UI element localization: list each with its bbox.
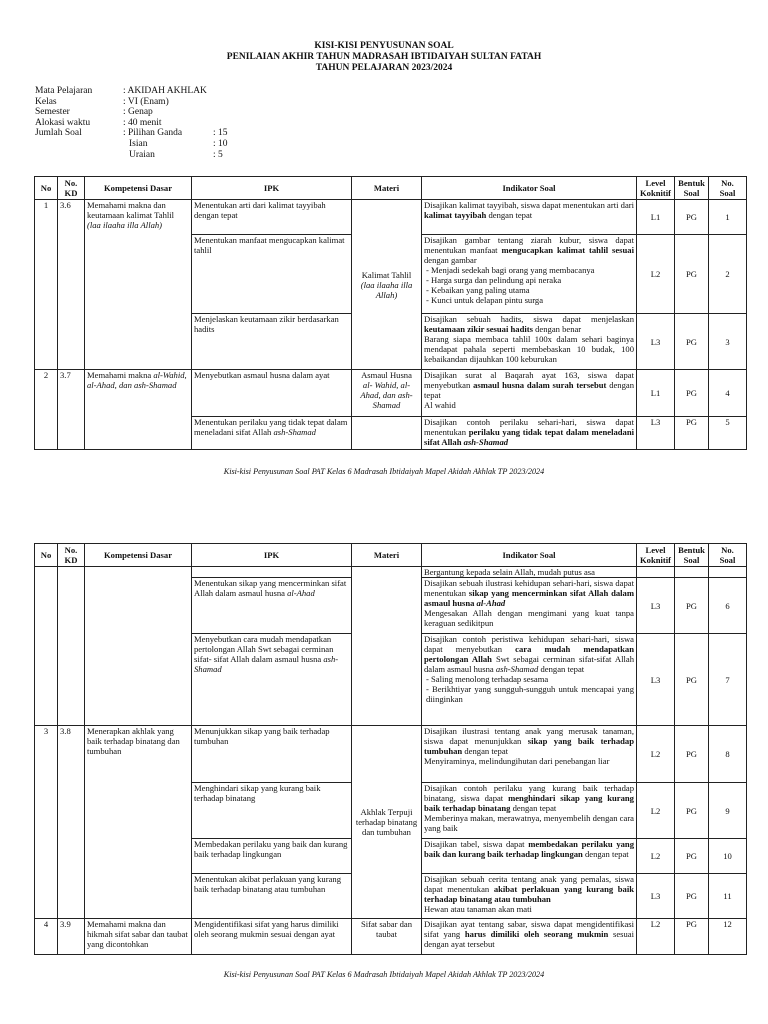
cell-nosoal: 5 [709, 417, 747, 450]
cell-nosoal: 1 [709, 200, 747, 235]
table-row [35, 919, 747, 955]
cell-kdno: 3.9 [58, 919, 85, 955]
kisi-table-page2 [34, 543, 747, 955]
cell-ipk: Mengidentifikasi sifat yang harus dimiliki oleh seorang mukmin sesuai dengan ayat [192, 919, 352, 955]
cell-nosoal: 6 [709, 578, 747, 634]
col-ipk: IPK [192, 177, 352, 200]
cell-ipk: Menghindari sikap yang kurang baik terhadap binatang [192, 783, 352, 839]
cell-bentuk: PG [675, 874, 709, 919]
cell-kd: Memahami makna al-Wahid, al-Ahad, dan ash-Shamad [85, 370, 192, 450]
info-block [35, 86, 228, 160]
cell-no: 2 [35, 370, 58, 450]
cell-ipk: Menentukan sikap yang mencerminkan sifat Allah dalam asmaul husna al-Ahad [192, 578, 352, 634]
cell-indikator: Disajikan contoh perilaku yang kurang baik terhadap binatang, siswa dapat menghindari sikap yang kurang baik terhadap binatang dengan tepat Memberinya makan, merawatnya, menyembelih dengan cara yang baik [422, 783, 637, 839]
cell-level: L2 [637, 919, 675, 955]
cell-no: 3 [35, 726, 58, 919]
cell-bentuk: PG [675, 578, 709, 634]
table-row [35, 567, 747, 578]
cell-bentuk: PG [675, 235, 709, 314]
cell-kdno: 3.8 [58, 726, 85, 919]
page-footer: Kisi-kisi Penyusunan Soal PAT Kelas 6 Madrasah Ibtidaiyah Mapel Akidah Akhlak TP 2023/2024 [223, 467, 545, 476]
cell-bentuk: PG [675, 634, 709, 726]
cell-ipk: Membedakan perilaku yang baik dan kurang baik terhadap lingkungan [192, 839, 352, 874]
info-label: Mata Pelajaran [35, 86, 93, 96]
cell-indikator: Disajikan surat al Baqarah ayat 163, siswa dapat menyebutkan asmaul husna dalam surah tersebut dengan tepat Al wahid [422, 370, 637, 417]
cell-level: L3 [637, 578, 675, 634]
cell-kdno: 3.7 [58, 370, 85, 450]
cell-bentuk: PG [675, 370, 709, 417]
col-indikator: Indikator Soal [422, 544, 637, 567]
cell-level: L1 [637, 370, 675, 417]
cell-indikator: Disajikan contoh peristiwa kehidupan sehari-hari, siswa dapat menyebutkan cara mudah mendapatkan pertolongan Allah Swt sebagai cerminan sifat-sifat Allah dalam asmaul husna ash-Shamad dengan tepat - Saling menolong terhadap sesama - Berikhtiyar yang sungguh-sungguh untuk mencapai yang diinginkan [422, 634, 637, 726]
info-count: : 10 [213, 138, 228, 149]
table-row [35, 200, 747, 235]
list-item: - Saling menolong terhadap sesama [424, 674, 634, 684]
cell-bentuk: PG [675, 919, 709, 955]
cell-kdno: 3.6 [58, 200, 85, 370]
info-value: : Genap [123, 107, 153, 118]
table-row [35, 726, 747, 783]
info-count: : 5 [213, 149, 223, 160]
list-item: - Harga surga dan pelindung api neraka [424, 275, 634, 285]
col-indikator: Indikator Soal [422, 177, 637, 200]
col-bentuk: Bentuk Soal [675, 544, 709, 567]
cell-materi: Sifat sabar dan taubat [352, 919, 422, 955]
info-label: Jumlah Soal [35, 128, 82, 139]
col-ipk: IPK [192, 544, 352, 567]
cell-ipk: Menentukan perilaku yang tidak tepat dalam meneladani sifat Allah ash-Shamad [192, 417, 352, 450]
cell-level: L2 [637, 726, 675, 783]
cell-materi [352, 417, 422, 450]
page-footer: Kisi-kisi Penyusunan Soal PAT Kelas 6 Madrasah Ibtidaiyah Mapel Akidah Akhlak TP 2023/2024 [223, 970, 545, 979]
info-label: Semester [35, 107, 70, 118]
cell-indikator: Disajikan ayat tentang sabar, siswa dapat mengidentifikasi sifat yang harus dimiliki oleh seorang mukmin sesuai dengan ayat tersebut [422, 919, 637, 955]
cell-ipk: Menyebutkan cara mudah mendapatkan pertolongan Allah Swt sebagai cerminan sifat- sifat Allah dalam asmaul husna ash-Shamad [192, 634, 352, 726]
cell-level: L2 [637, 235, 675, 314]
col-nokd: No. KD [58, 544, 85, 567]
doc-year: TAHUN PELAJARAN 2023/2024 [315, 63, 453, 73]
col-level: Level Koknitif [637, 544, 675, 567]
cell-nosoal: 9 [709, 783, 747, 839]
cell-indikator: Disajikan tabel, siswa dapat membedakan perilaku yang baik dan kurang baik terhadap lingkungan dengan tepat [422, 839, 637, 874]
col-kd: Kompetensi Dasar [85, 177, 192, 200]
col-bentuk: Bentuk Soal [675, 177, 709, 200]
col-no: No [35, 177, 58, 200]
info-value: : AKIDAH AKHLAK [123, 86, 207, 96]
cell-ipk: Menunjukkan sikap yang baik terhadap tumbuhan [192, 726, 352, 783]
info-value: : 40 menit [123, 117, 162, 128]
doc-subtitle: PENILAIAN AKHIR TAHUN MADRASAH IBTIDAIYAH SULTAN FATAH [226, 52, 542, 62]
col-nokd: No. KD [58, 177, 85, 200]
col-materi: Materi [352, 544, 422, 567]
cell-level: L3 [637, 634, 675, 726]
cell-ipk: Menentukan akibat perlakuan yang kurang baik terhadap binatang atau tumbuhan [192, 874, 352, 919]
cell-bentuk: PG [675, 839, 709, 874]
cell-ipk: Menentukan arti dari kalimat tayyibah dengan tepat [192, 200, 352, 235]
info-value: : Pilihan Ganda [123, 128, 183, 139]
cell-kd: Memahami makna dan hikmah sifat sabar dan taubat yang dicontohkan [85, 919, 192, 955]
cell-materi: Asmaul Husna al- Wahid, al-Ahad, dan ash-Shamad [352, 370, 422, 417]
cell-no: 4 [35, 919, 58, 955]
cell-kd: Memahami makna dan keutamaan kalimat Tahlil (laa ilaaha illa Allah) [85, 200, 192, 370]
col-no: No [35, 544, 58, 567]
cell-level: L2 [637, 839, 675, 874]
cell-materi: Kalimat Tahlil (laa ilaaha illa Allah) [352, 200, 422, 370]
cell-level: L3 [637, 417, 675, 450]
cell-bentuk: PG [675, 726, 709, 783]
col-nosoal: No. Soal [709, 177, 747, 200]
cell-nosoal: 4 [709, 370, 747, 417]
list-item: - Kunci untuk delapan pintu surga [424, 295, 634, 305]
cell-materi: Akhlak Terpuji terhadap binatang dan tumbuhan [352, 726, 422, 919]
list-item: - Menjadi sedekah bagi orang yang membacanya [424, 265, 634, 275]
list-item: - Berikhtiyar yang sungguh-sungguh untuk mencapai yang diinginkan [424, 684, 634, 704]
col-nosoal: No. Soal [709, 544, 747, 567]
info-label: Alokasi waktu [35, 117, 91, 128]
cell-indikator: Disajikan sebuah cerita tentang anak yang pemalas, siswa dapat menentukan akibat perlakuan yang kurang baik terhadap binatang atau tumbuhan Hewan atau tanaman akan mati [422, 874, 637, 919]
col-kd: Kompetensi Dasar [85, 544, 192, 567]
cell-indikator: Disajikan ilustrasi tentang anak yang merusak tanaman, siswa dapat menunjukkan sikap yang baik terhadap tumbuhan dengan tepat Menyiraminya, melindungihutan dari penebangan liar [422, 726, 637, 783]
table-header-row [35, 544, 747, 567]
cell-ipk: Menjelaskan keutamaan zikir berdasarkan hadits [192, 314, 352, 370]
table-header-row [35, 177, 747, 200]
cell-indikator: Disajikan contoh perilaku sehari-hari, siswa dapat menentukan perilaku yang tidak tepat dalam meneladani sifat Allah ash-Shamad [422, 417, 637, 450]
cell-level: L3 [637, 314, 675, 370]
cell-indikator: Bergantung kepada selain Allah, mudah putus asa [422, 567, 637, 578]
doc-title: KISI-KISI PENYUSUNAN SOAL [314, 41, 454, 51]
cell-level: L1 [637, 200, 675, 235]
cell-bentuk: PG [675, 200, 709, 235]
cell-nosoal: 3 [709, 314, 747, 370]
kisi-table-page1 [34, 176, 747, 450]
table-row [35, 370, 747, 417]
cell-bentuk: PG [675, 314, 709, 370]
col-level: Level Koknitif [637, 177, 675, 200]
cell-bentuk: PG [675, 417, 709, 450]
cell-indikator: Disajikan sebuah hadits, siswa dapat menjelaskan keutamaan zikir sesuai hadits dengan benar Barang siapa membaca tahlil 100x dalam sehari baginya mendapat pahala seperti membebaskan 10 budak, 100 kebaikandan dijauhkan 100 keburukan [422, 314, 637, 370]
cell-nosoal: 2 [709, 235, 747, 314]
info-value: Uraian [129, 149, 155, 160]
list-item: - Kebaikan yang paling utama [424, 285, 634, 295]
cell-nosoal: 12 [709, 919, 747, 955]
cell-ipk: Menyebutkan asmaul husna dalam ayat [192, 370, 352, 417]
cell-ipk: Menentukan manfaat mengucapkan kalimat tahlil [192, 235, 352, 314]
cell-no: 1 [35, 200, 58, 370]
info-count: : 15 [213, 128, 228, 139]
cell-nosoal: 11 [709, 874, 747, 919]
cell-nosoal: 8 [709, 726, 747, 783]
cell-nosoal: 7 [709, 634, 747, 726]
cell-level: L2 [637, 783, 675, 839]
cell-indikator: Disajikan kalimat tayyibah, siswa dapat menentukan arti dari kalimat tayyibah dengan tepat [422, 200, 637, 235]
cell-indikator: Disajikan gambar tentang ziarah kubur, siswa dapat menentukan manfaat mengucapkan kalimat tahlil sesuai dengan gambar - Menjadi sedekah bagi orang yang membacanya - Harga surga dan pelindung api neraka - Kebaikan yang paling utama - Kunci untuk delapan pintu surga [422, 235, 637, 314]
cell-level: L3 [637, 874, 675, 919]
cell-bentuk: PG [675, 783, 709, 839]
cell-indikator: Disajikan sebuah ilustrasi kehidupan sehari-hari, siswa dapat menentukan sikap yang mencerminkan sifat Allah dalam asmaul husna al-Ahad Mengesakan Allah dengan mengimani yang kuat tanpa keraguan sedikitpun [422, 578, 637, 634]
info-value: Isian [129, 138, 148, 149]
col-materi: Materi [352, 177, 422, 200]
info-value: : VI (Enam) [123, 96, 169, 107]
cell-nosoal: 10 [709, 839, 747, 874]
cell-kd: Menerapkan akhlak yang baik terhadap binatang dan tumbuhan [85, 726, 192, 919]
info-label: Kelas [35, 96, 57, 107]
